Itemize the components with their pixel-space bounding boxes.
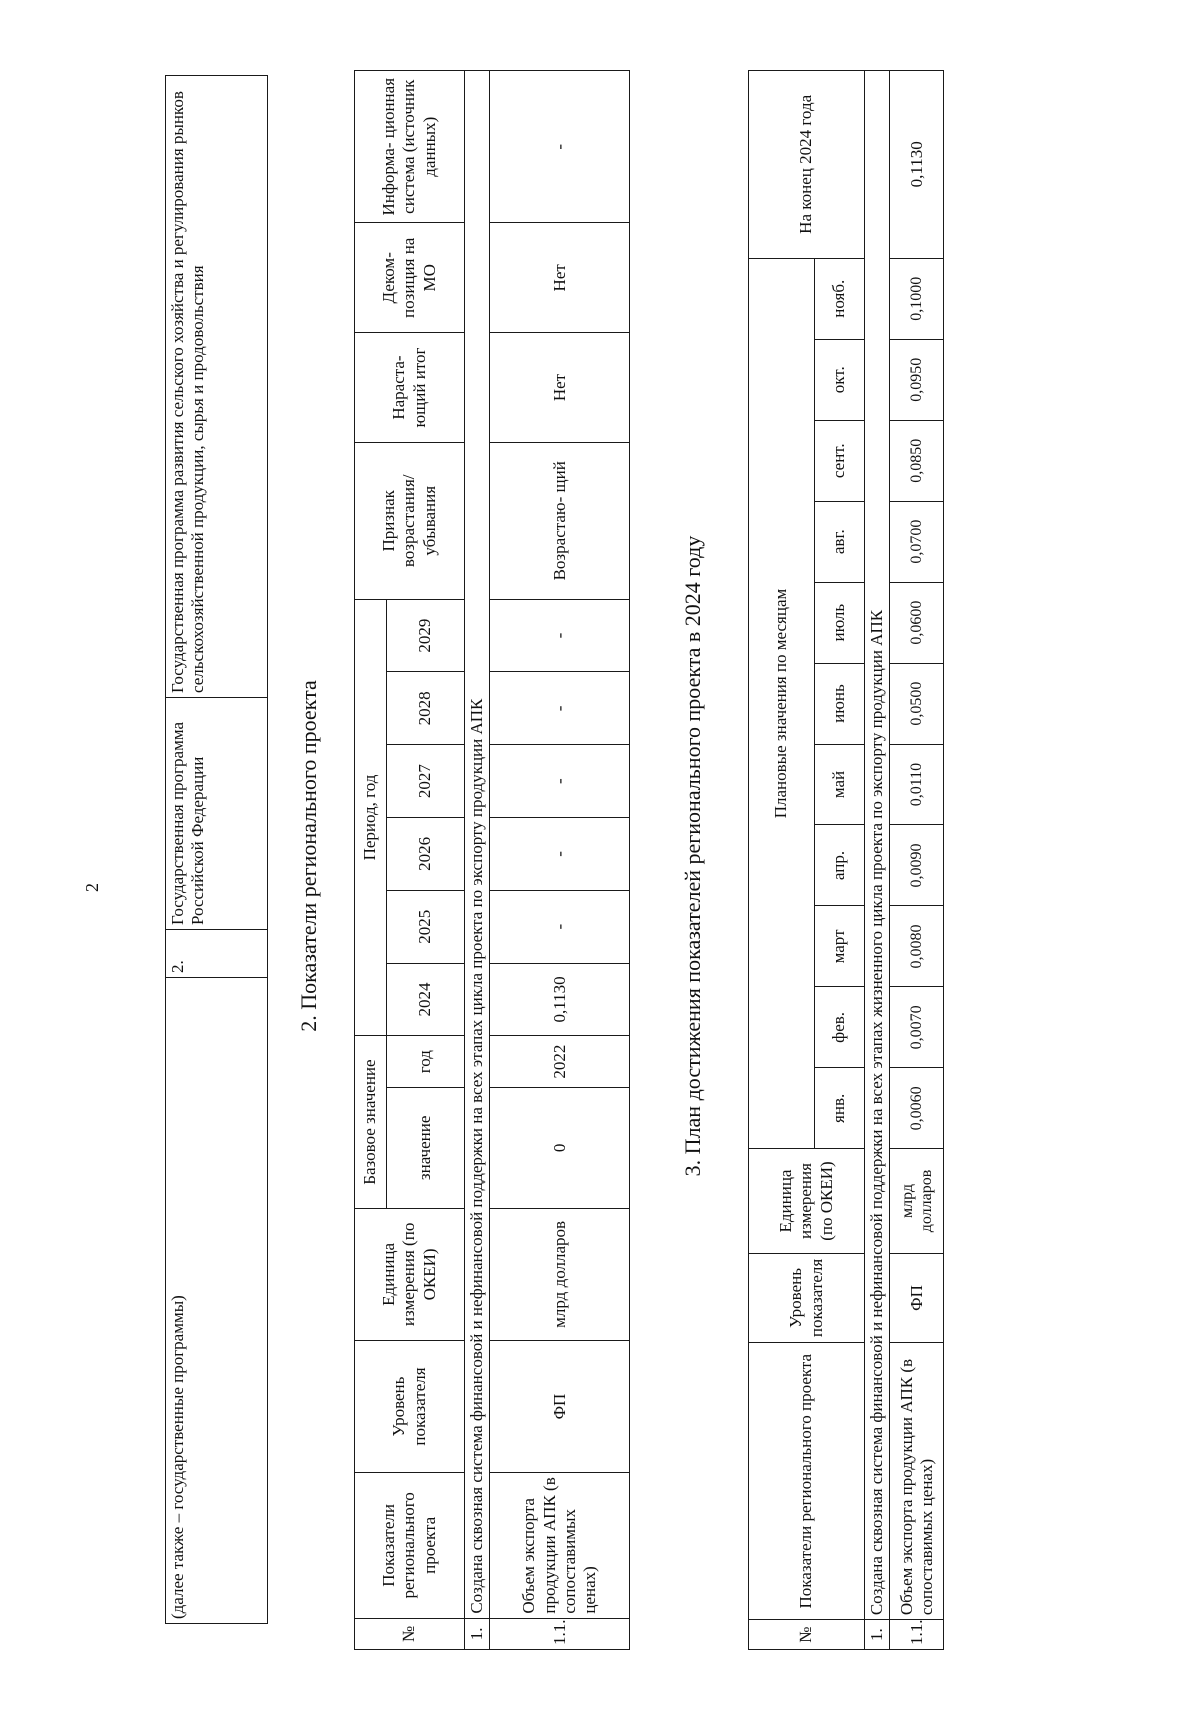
col-num: № xyxy=(355,1618,465,1649)
row-base-value: 0 xyxy=(490,1087,630,1208)
col-sign: Признак возрастания/ убывания xyxy=(355,442,465,599)
row-month-value: 0,0110 xyxy=(890,744,944,825)
col-base-year: год xyxy=(387,1036,465,1088)
row-cumulative: Нет xyxy=(490,333,630,443)
program-description: Государственная программа развития сельского хозяйства и регулирования рынков сельскохозяйственной продукции, сырья и продовольствия xyxy=(166,76,268,698)
col-level: Уровень показателя xyxy=(355,1340,465,1472)
row-year-value: - xyxy=(490,890,630,963)
row-month-value: 0,0060 xyxy=(890,1068,944,1149)
row-year-value: - xyxy=(490,599,630,672)
row-month-value: 0,0500 xyxy=(890,663,944,744)
col-info-system: Информа- ционная система (источник данных) xyxy=(355,71,465,223)
row-year-value: - xyxy=(490,672,630,745)
col-month: март xyxy=(815,906,865,987)
row-month-value: 0,0070 xyxy=(890,987,944,1068)
page-number: 2 xyxy=(82,883,102,892)
row-indicator: Объем экспорта продукции АПК (в сопоставимых ценах) xyxy=(490,1473,630,1619)
col-month: янв. xyxy=(815,1068,865,1149)
col-cumulative: Нараста- ющий итог xyxy=(355,333,465,443)
plan-table xyxy=(748,70,944,1650)
row-year-value: 0,1130 xyxy=(490,963,630,1036)
col-decomposition: Деком- позиция на МО xyxy=(355,223,465,333)
col-num: № xyxy=(749,1620,865,1650)
group-number: 1. xyxy=(865,1620,890,1650)
row-indicator: Объем экспорта продукции АПК (в сопоставимых ценах) xyxy=(890,1343,944,1620)
group-number: 1. xyxy=(465,1618,490,1649)
col-year: 2029 xyxy=(387,599,465,672)
section2-title: 2. Показатели регионального проекта xyxy=(296,680,321,1032)
col-month: окт. xyxy=(815,339,865,420)
row-year-end-value: 0,1130 xyxy=(890,71,944,259)
col-period: Период, год xyxy=(355,599,387,1036)
row-month-value: 0,0700 xyxy=(890,501,944,582)
col-month: нояб. xyxy=(815,258,865,339)
row-month-value: 0,1000 xyxy=(890,258,944,339)
row-level: ФП xyxy=(490,1340,630,1472)
col-base-value: значение xyxy=(387,1087,465,1208)
col-month: июнь xyxy=(815,663,865,744)
col-month: фев. xyxy=(815,987,865,1068)
col-month: июль xyxy=(815,582,865,663)
row-year-value: - xyxy=(490,745,630,818)
row-level: ФП xyxy=(890,1253,944,1342)
col-year: 2028 xyxy=(387,672,465,745)
row-month-value: 0,0080 xyxy=(890,906,944,987)
section3-title: 3. План достижения показателей регионального проекта в 2024 году xyxy=(680,535,705,1177)
col-indicator: Показатели регионального проекта xyxy=(749,1343,865,1620)
col-indicator: Показатели регионального проекта xyxy=(355,1473,465,1619)
row-month-value: 0,0850 xyxy=(890,420,944,501)
col-base: Базовое значение xyxy=(355,1036,387,1208)
row-sign: Возрастаю- щий xyxy=(490,442,630,599)
col-year: 2027 xyxy=(387,745,465,818)
col-level: Уровень показателя xyxy=(749,1253,865,1342)
row-info-system: - xyxy=(490,71,630,223)
program-number: 2. xyxy=(166,930,268,978)
col-year-end: На конец 2024 года xyxy=(749,71,865,259)
row-unit: млрд долларов xyxy=(890,1149,944,1253)
col-year: 2026 xyxy=(387,818,465,891)
col-unit: Единица измерения (по ОКЕИ) xyxy=(749,1149,865,1253)
program-name: Государственная программа Российской Федерации xyxy=(166,698,268,930)
col-plan-months: Плановые значения по месяцам xyxy=(749,258,815,1149)
row-number: 1.1. xyxy=(890,1620,944,1650)
row-base-year: 2022 xyxy=(490,1036,630,1088)
col-month: апр. xyxy=(815,825,865,906)
program-table xyxy=(165,75,268,1624)
program-left-text: (далее также – государственные программы) xyxy=(166,978,268,1624)
row-month-value: 0,0600 xyxy=(890,582,944,663)
col-month: май xyxy=(815,744,865,825)
col-unit: Единица измерения (по ОКЕИ) xyxy=(355,1208,465,1340)
col-year: 2025 xyxy=(387,890,465,963)
table-row xyxy=(490,71,630,1650)
row-decomposition: Нет xyxy=(490,223,630,333)
indicators-table xyxy=(354,70,630,1650)
row-month-value: 0,0090 xyxy=(890,825,944,906)
row-year-value: - xyxy=(490,818,630,891)
row-unit: млрд долларов xyxy=(490,1208,630,1340)
col-month: авг. xyxy=(815,501,865,582)
row-month-value: 0,0950 xyxy=(890,339,944,420)
group-title: Создана сквозная система финансовой и нефинансовой поддержки на всех этапах жизненного цикла проекта по экспорту продукции АПК xyxy=(865,71,890,1620)
col-month: сент. xyxy=(815,420,865,501)
table-row xyxy=(890,71,944,1650)
group-title: Создана сквозная система финансовой и нефинансовой поддержки на всех этапах цикла проекта по экспорту продукции АПК xyxy=(465,71,490,1619)
col-year: 2024 xyxy=(387,963,465,1036)
row-number: 1.1. xyxy=(490,1618,630,1649)
